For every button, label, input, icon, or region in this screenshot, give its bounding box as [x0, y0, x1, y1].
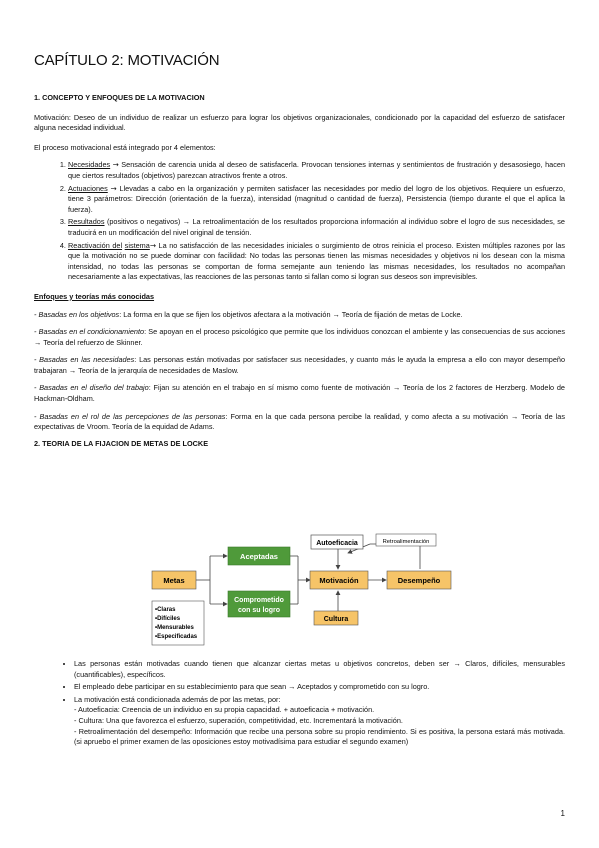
- bullet-line: - Retroalimentación del desempeño: Información que recibe una persona sobre su propio rendimiento. Si es positiva, la persona estará más motivada. (si apruebo el primer examen de las oposiciones estoy motivadísima para estudiar el segundo examen): [74, 726, 565, 747]
- list-item: • Las personas están motivadas cuando tienen que alcanzar ciertas metas u objetivos concretos, deben ser → Claros, difíciles, mensurables (cuantificables), específicos.: [74, 659, 565, 680]
- approach-item: [34, 412, 565, 433]
- element-text: Sensación de carencia unida al deseo de satisfacerla. Provocan tensiones internas y sentimientos de frustración y desasosiego, hacen que ciertos resultados (objetivos) parezcan atractivos frente a otros.: [68, 160, 566, 180]
- approach-item: [34, 383, 565, 404]
- page-title: CAPÍTULO 2: MOTIVACIÓN: [34, 52, 220, 69]
- list-item: [68, 217, 565, 238]
- element-text: Llevadas a cabo en la organización y permiten satisfacer las necesidades por medio del logro de los objetivos. Requiere un esfuerzo, tiene 3 parámetros: Dirección (orientación de la fuerza), intensidad (magnitud o cantidad de fuerza), Persistencia (tiempo durante el que el aplica la fuerza).: [68, 183, 566, 214]
- bullet-line: - Autoeficacia: Creencia de un individuo en su propia capacidad. + autoeficacia + motivación.: [74, 705, 375, 715]
- section-1-heading: 1. CONCEPTO Y ENFOQUES DE LA MOTIVACION: [34, 93, 205, 102]
- element-term-2: sistema: [124, 240, 150, 250]
- approach-item: [34, 327, 565, 348]
- section-1: [34, 93, 565, 449]
- approach-text: : La forma en la que se fijen los objetivos afectara a la motivación → Teoría de fijación de metas de Locke.: [119, 309, 463, 319]
- approach-label: - Basadas en el rol de las percepciones de las personas: [34, 411, 226, 421]
- approach-item: [34, 355, 565, 376]
- approach-item: [34, 310, 565, 321]
- element-term: Actuaciones: [68, 183, 108, 193]
- aceptadas-label: Aceptadas: [240, 552, 278, 561]
- arrow-icon: →: [110, 183, 117, 193]
- motivation-definition: Motivación: Deseo de un individuo de realizar un esfuerzo para lograr los objetivos organizacionales, condicionado por la capacidad del esfuerzo de satisfacer alguna necesidad individual.: [34, 112, 565, 133]
- bullet-intro: • La motivación está condicionada además de por las metas, por:: [74, 694, 281, 704]
- metas-label: Metas: [163, 576, 185, 585]
- trait-item: •Mensurables: [155, 625, 194, 631]
- list-item: [68, 241, 565, 283]
- cultura-label: Cultura: [323, 616, 349, 623]
- motivacion-label: Motivación: [319, 576, 359, 585]
- approach-label: - Basadas en el diseño del trabajo: [34, 383, 149, 393]
- approach-text: : Las personas están motivadas por satisfacer sus necesidades, y cuanto más le ayuda la empresa a ello con mayor desempeño trabajaran → Teoría de la jerarquía de necesidades de Maslow.: [34, 355, 566, 375]
- approach-text: : Se apoyan en el proceso psicológico que permite que los individuos conozcan el ambiente y las consecuencias de sus acciones → Teoría del refuerzo de Skinner.: [34, 327, 566, 347]
- comprometido-label-1: Comprometido: [234, 597, 284, 604]
- section-2-heading: 2. TEORIA DE LA FIJACION DE METAS DE LOCKE: [34, 438, 209, 448]
- list-item: • El empleado debe participar en su establecimiento para que sean → Aceptados y comprometido con su logro.: [74, 682, 565, 693]
- trait-item: •Claras: [155, 607, 176, 613]
- bullet-list: [34, 659, 565, 748]
- arrow-icon: →: [112, 160, 119, 170]
- element-term: Reactivación del: [68, 240, 123, 250]
- section-2-bullets: [34, 659, 565, 750]
- bullet-line: - Cultura: Una que favorezca el esfuerzo, superación, competitividad, etc. Incrementará la motivación.: [74, 715, 403, 725]
- approach-text: : Forma en la que cada persona percibe la realidad, y como afecta a su motivación → Teoría de las expectativas de Vroom. Teoría de la equidad de Adams.: [34, 411, 565, 432]
- desempeno-label: Desempeño: [397, 576, 441, 585]
- approach-text: : Fijan su atención en el trabajo en sí mismo como fuente de motivación → Teoría de los 2 factores de Herzberg. Modelo de Hackman-Oldham.: [34, 383, 565, 404]
- list-item: [68, 184, 565, 216]
- comprometido-label-2: con su logro: [238, 607, 280, 614]
- approach-label: - Basadas en los objetivos: [34, 309, 120, 319]
- element-term: Necesidades: [68, 160, 111, 170]
- element-text: La no satisfacción de las necesidades iniciales o surgimiento de otros reinicia el proceso. Existen múltiples razones por las que la motivación no se puede dominar con facilidad: No todas las personas tienen las mismas necesidades y objetivos ni los desean con la misma intensidad, no todas las personas se comportan de forma semejante aun teniendo las mismas necesidades, los resultados no acompañan necesariamente a las expectativas, las reacciones de las personas tanto si fallan como si logran sus deseos son imprevisibles.: [68, 240, 565, 282]
- locke-diagram: [150, 531, 480, 651]
- elements-list: [34, 160, 565, 283]
- element-term: Resultados: [68, 217, 105, 227]
- title-block: [34, 52, 565, 69]
- arrow-icon: →: [149, 240, 156, 250]
- trait-item: •Difíciles: [155, 616, 181, 622]
- trait-item: •Especificadas: [155, 634, 198, 640]
- list-item: [74, 695, 565, 748]
- approach-label: - Basadas en el condicionamiento: [34, 327, 145, 337]
- approaches-heading: Enfoques y teorías más conocidas: [34, 291, 155, 301]
- feedback-line: [370, 544, 420, 569]
- autoeficacia-label: Autoeficacia: [316, 540, 358, 547]
- page-number: 1: [560, 809, 565, 818]
- list-item: [68, 160, 565, 181]
- elements-intro: El proceso motivacional está integrado por 4 elementos:: [34, 142, 216, 152]
- retroalimentacion-label: Retroalimentación: [382, 539, 430, 545]
- approach-label: - Basadas en las necesidades: [34, 355, 135, 365]
- element-text: (positivos o negativos) → La retroalimentación de los resultados proporciona información al individuo sobre el logro de sus necesidades, se traducirá en un modificación del nivel original de tensión.: [68, 217, 565, 237]
